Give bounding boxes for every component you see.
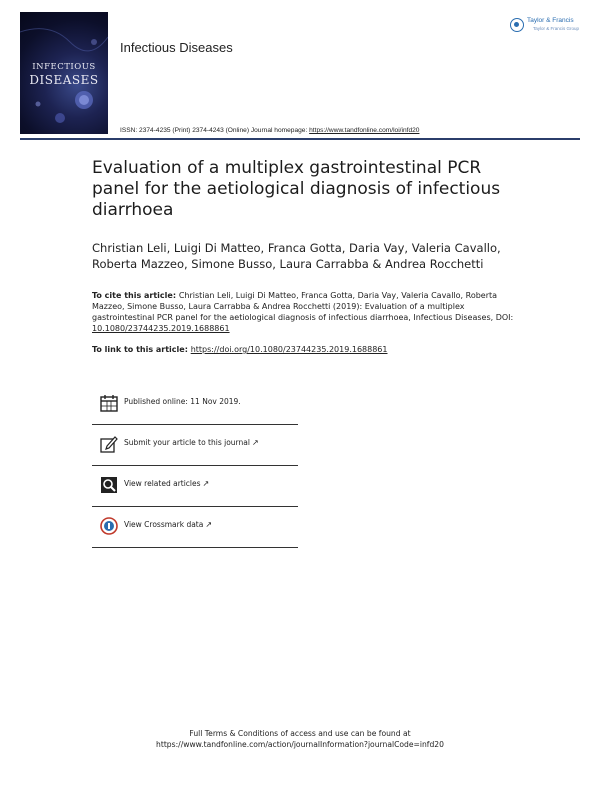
issn-line — [120, 127, 419, 134]
journal-name[interactable]: Infectious Diseases — [120, 40, 233, 55]
article-meta-list — [92, 384, 298, 548]
external-link-icon: ↗ — [251, 438, 259, 447]
publisher-name: Taylor & Francis — [527, 17, 574, 24]
publisher-group: Taylor & Francis Group — [533, 26, 580, 31]
link-label: To link to this article: — [92, 345, 191, 354]
published-date: Published online: 11 Nov 2019. — [124, 397, 241, 406]
calendar-icon — [100, 394, 118, 412]
journal-cover-image — [20, 12, 108, 134]
issn-text: ISSN: 2374-4235 (Print) 2374-4243 (Online) Journal homepage: — [120, 127, 310, 134]
meta-published — [92, 384, 298, 425]
footer-journal-info-link[interactable]: https://www.tandfonline.com/action/journalInformation?journalCode=infd20 — [156, 740, 444, 749]
taylor-francis-logo-icon — [510, 18, 524, 32]
cite-text: Christian Leli, Luigi Di Matteo, Franca Gotta, Daria Vay, Valeria Cavallo, Roberta Mazzeo, Simone Busso, Laura Carrabba & Andrea Rocchetti (2019): Evaluation of a multiplex gastrointestinal PCR panel for the aetiological diagnosis of infectious diarrhoea, Infectious Diseases, DOI: — [92, 291, 514, 322]
crossmark-icon — [100, 517, 118, 535]
meta-related[interactable] — [92, 466, 298, 507]
cover-title-line1: INFECTIOUS — [32, 62, 96, 72]
edit-icon — [100, 435, 118, 453]
submit-article-link[interactable]: Submit your article to this journal — [124, 438, 250, 447]
footer-terms — [0, 728, 600, 750]
cite-label: To cite this article: — [92, 291, 179, 300]
citation-block — [92, 290, 522, 334]
meta-submit[interactable] — [92, 425, 298, 466]
header-divider — [20, 138, 580, 140]
related-articles-link[interactable]: View related articles — [124, 479, 201, 488]
cover-title-line2: DISEASES — [29, 73, 99, 87]
article-url-link[interactable]: https://doi.org/10.1080/23744235.2019.1688861 — [190, 345, 388, 354]
external-link-icon: ↗ — [205, 520, 213, 529]
external-link-icon: ↗ — [202, 479, 210, 488]
article-authors: Christian Leli, Luigi Di Matteo, Franca Gotta, Daria Vay, Valeria Cavallo, Roberta Mazzeo, Simone Busso, Laura Carrabba & Andrea Rocchetti — [92, 241, 501, 271]
article-link-block — [92, 345, 532, 354]
journal-homepage-link[interactable]: https://www.tandfonline.com/loi/infd20 — [309, 127, 420, 134]
footer-line1: Full Terms & Conditions of access and use can be found at — [189, 729, 411, 738]
doi-link[interactable]: 10.1080/23744235.2019.1688861 — [92, 324, 230, 333]
search-icon — [100, 476, 118, 494]
meta-crossmark[interactable] — [92, 507, 298, 548]
taylor-francis-logo[interactable] — [510, 16, 588, 38]
crossmark-link[interactable]: View Crossmark data — [124, 520, 204, 529]
article-title: Evaluation of a multiplex gastrointestinal PCR panel for the aetiological diagnosis of infectious diarrhoea — [92, 158, 501, 220]
